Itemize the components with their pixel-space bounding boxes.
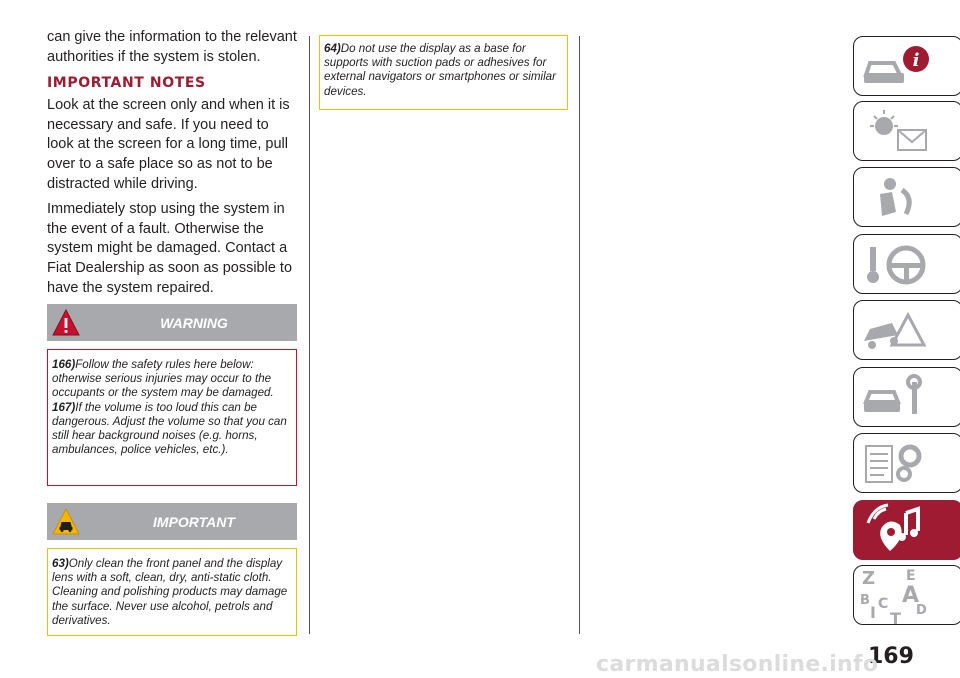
svg-text:E: E [906, 568, 916, 584]
important-box [47, 548, 297, 636]
svg-text:D: D [916, 603, 927, 618]
note-64 [324, 42, 563, 99]
warning-triangle-icon [51, 308, 81, 338]
car-caution-icon [51, 507, 81, 537]
important-notes-heading: IMPORTANT NOTES [47, 75, 206, 92]
note-number: 167) [52, 400, 76, 414]
svg-text:I: I [870, 603, 876, 622]
tab-specs[interactable] [853, 433, 960, 493]
note-text: Do not use the display as a base for supports with suction pads or adhesives for external navigators or smartphones or similar devices. [324, 42, 556, 98]
svg-text:B: B [860, 593, 870, 608]
note-number: 166) [52, 358, 76, 371]
paragraph-look-at-screen: Look at the screen only and when it is necessary and safe. If you need to look at the screen for a long time, pull over to a safe place so as not to be distracted while driving. [47, 97, 290, 192]
note-number: 63) [52, 557, 69, 570]
important-title: IMPORTANT [153, 513, 235, 530]
tab-car-info[interactable] [853, 36, 960, 96]
tab-steering-key[interactable] [853, 234, 960, 294]
seat-airbag-icon [854, 168, 960, 228]
important-note-63 [52, 557, 292, 628]
lights-message-icon [854, 102, 960, 162]
svg-text:i: i [912, 50, 920, 71]
steering-key-icon [854, 235, 960, 295]
intro-text: can give the information to the relevant authorities if the system is stolen. [47, 29, 297, 65]
tab-lights-message[interactable] [853, 101, 960, 161]
tab-index[interactable] [853, 565, 960, 625]
page-number: 169 [868, 644, 914, 669]
column-divider [309, 36, 310, 634]
multimedia-music-icon [854, 501, 960, 561]
warning-header [47, 304, 297, 341]
column-divider [579, 36, 580, 634]
tab-car-wrench[interactable] [853, 367, 960, 427]
specs-gear-icon [854, 434, 960, 494]
warning-box [47, 349, 297, 486]
car-wrench-icon [854, 368, 960, 428]
svg-text:C: C [878, 596, 889, 612]
warning-note-166 [52, 358, 292, 401]
note-number: 64) [324, 42, 341, 55]
left-column [47, 28, 297, 304]
note-text: If the volume is too loud this can be dangerous. Adjust the volume so that you can still hear background noises (e.g. horns, ambulances, police vehicles, etc.). [52, 400, 287, 457]
svg-text:A: A [902, 583, 920, 608]
tab-accident[interactable] [853, 300, 960, 360]
paragraph-stop-using: Immediately stop using the system in the event of a fault. Otherwise the system might be damaged. Contact a Fiat Dealership as soon as possible to have the system repaired. [47, 201, 293, 296]
important-header [47, 503, 297, 540]
note-text: Only clean the front panel and the display lens with a soft, clean, dry, anti-static cloth. Cleaning and polishing products may damage the surface. Never use alcohol, petrols and derivatives. [52, 557, 288, 627]
svg-text:Z: Z [862, 568, 876, 589]
tab-seat-airbag[interactable] [853, 167, 960, 227]
accident-icon [854, 301, 960, 361]
svg-text:T: T [890, 609, 901, 626]
note-text: Follow the safety rules here below: otherwise serious injuries may occur to the occupants or the system may be damaged. [52, 358, 274, 400]
note-box-64 [319, 35, 568, 110]
warning-note-167 [52, 401, 292, 458]
alphabetical-index-icon [854, 566, 960, 626]
warning-title: WARNING [160, 314, 228, 331]
watermark: carmanualsonline.info [596, 652, 879, 677]
car-info-icon [854, 37, 960, 97]
tab-multimedia[interactable] [853, 500, 960, 560]
